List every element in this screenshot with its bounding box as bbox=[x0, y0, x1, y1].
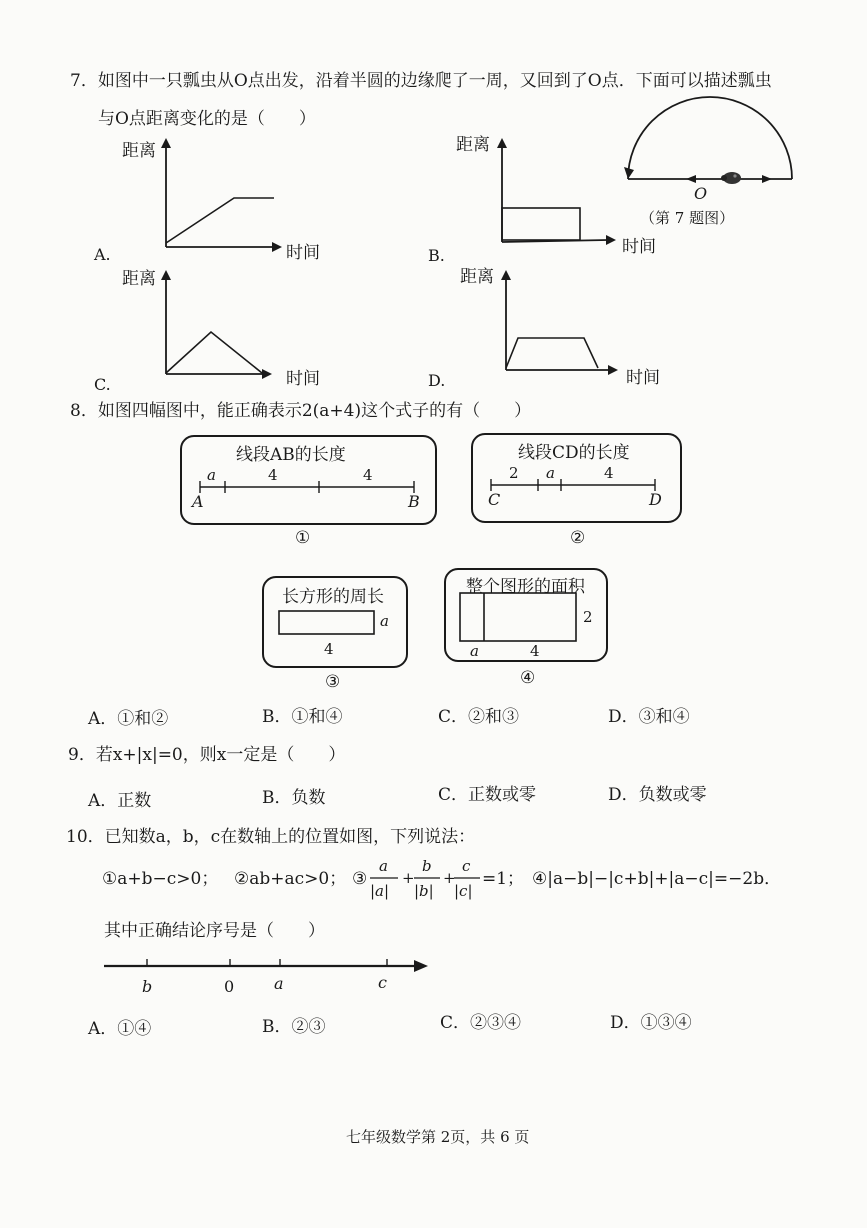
q7c-axis-x-label: 时间 bbox=[286, 369, 320, 389]
frac-c-numerator: c bbox=[462, 857, 471, 875]
numline-label-a: a bbox=[274, 974, 284, 993]
q10-statement-2: ②ab+ac>0； bbox=[234, 869, 347, 889]
q7-option-b: B. bbox=[428, 246, 445, 265]
q10-statement-3-prefix: ③ bbox=[352, 869, 368, 889]
q8-fig1-segment bbox=[180, 435, 437, 525]
q8-option-d[interactable]: D．③和④ bbox=[608, 707, 690, 727]
q10-stem: 10．已知数a，b，c在数轴上的位置如图，下列说法： bbox=[66, 827, 476, 847]
frac-b-numerator: b bbox=[422, 857, 432, 875]
numline-label-c: c bbox=[378, 973, 387, 992]
q10-statement-3-suffix: =1； bbox=[482, 869, 525, 889]
q7-figure-caption: （第 7 题图） bbox=[640, 209, 735, 227]
q7d-axis-x-label: 时间 bbox=[626, 368, 660, 388]
q8-fig1-point-a: A bbox=[192, 492, 204, 511]
numline-label-b: b bbox=[142, 977, 153, 996]
q7b-axis-y-label: 距离 bbox=[456, 135, 490, 155]
q8-fig2-a: a bbox=[546, 464, 555, 482]
q10-option-c[interactable]: C．②③④ bbox=[440, 1013, 522, 1033]
q8-fig3-rectangle bbox=[262, 576, 408, 668]
q7-option-d: D. bbox=[428, 371, 446, 390]
q10-statement-4: ④|a−b|−|c+b|+|a−c|=−2b． bbox=[532, 869, 782, 889]
q8-option-c[interactable]: C．②和③ bbox=[438, 707, 520, 727]
q8-stem: 8．如图四幅图中，能正确表示2(a+4)这个式子的有（ ） bbox=[70, 401, 532, 421]
q8-fig1-4a: 4 bbox=[268, 466, 278, 484]
q8-fig4-number: ④ bbox=[520, 668, 536, 688]
q7-graph-d bbox=[428, 262, 670, 392]
q8-fig4-bottom-4: 4 bbox=[530, 642, 540, 660]
plus-2: + bbox=[443, 869, 456, 887]
q7a-axis-x-label: 时间 bbox=[286, 243, 320, 263]
q8-fig2-title: 线段CD的长度 bbox=[518, 443, 630, 463]
q8-fig3-bottom-4: 4 bbox=[324, 640, 334, 658]
q7-point-o-label: O bbox=[694, 184, 708, 203]
q7b-axis-x-label: 时间 bbox=[622, 237, 656, 257]
q10-question: 其中正确结论序号是（ ） bbox=[104, 921, 325, 941]
frac-b-denominator: |b| bbox=[414, 882, 434, 900]
q8-fig2-point-c: C bbox=[488, 490, 501, 509]
q8-fig1-a: a bbox=[207, 466, 216, 484]
q8-fig3-number: ③ bbox=[325, 672, 341, 692]
q9-stem: 9．若x+|x|=0，则x一定是（ ） bbox=[68, 745, 346, 765]
q7c-axis-y-label: 距离 bbox=[122, 269, 156, 289]
q10-option-d[interactable]: D．①③④ bbox=[610, 1013, 692, 1033]
q8-fig2-number: ② bbox=[570, 528, 586, 548]
q8-fig1-title: 线段AB的长度 bbox=[236, 445, 346, 465]
q8-fig4-title: 整个图形的面积 bbox=[466, 577, 585, 597]
q9-option-a[interactable]: A．正数 bbox=[88, 791, 152, 811]
q10-statement-1: ①a+b−c>0； bbox=[102, 869, 219, 889]
q8-option-a[interactable]: A．①和② bbox=[88, 709, 169, 729]
q8-fig3-side-a: a bbox=[380, 612, 389, 630]
q8-fig2-4: 4 bbox=[604, 464, 614, 482]
frac-c-denominator: |c| bbox=[454, 882, 473, 900]
q7-graph-a bbox=[94, 130, 320, 270]
q7-semicircle-figure bbox=[620, 95, 800, 235]
ladybug-icon bbox=[721, 172, 741, 184]
q7-option-a: A. bbox=[94, 245, 111, 264]
q10-option-b[interactable]: B．②③ bbox=[262, 1017, 326, 1037]
q7-graph-c bbox=[94, 262, 320, 394]
q8-fig1-4b: 4 bbox=[363, 466, 373, 484]
q7-stem-line2: 与O点距离变化的是（ ） bbox=[98, 109, 316, 129]
numline-label-zero: 0 bbox=[224, 977, 235, 996]
q8-fig3-title: 长方形的周长 bbox=[282, 587, 384, 607]
q8-fig2-segment bbox=[471, 433, 682, 523]
q7-option-c: C. bbox=[94, 375, 111, 394]
q8-option-b[interactable]: B．①和④ bbox=[262, 707, 343, 727]
q8-fig1-number: ① bbox=[295, 528, 311, 548]
q8-fig4-rectangle bbox=[444, 568, 608, 662]
page-footer: 七年级数学第 2页，共 6 页 bbox=[346, 1128, 530, 1146]
q7a-axis-y-label: 距离 bbox=[122, 141, 156, 161]
q9-option-d[interactable]: D．负数或零 bbox=[608, 785, 707, 805]
frac-a-denominator: |a| bbox=[370, 882, 390, 900]
q9-option-b[interactable]: B．负数 bbox=[262, 788, 326, 808]
frac-a-numerator: a bbox=[379, 857, 388, 875]
q7-stem-line1: 7．如图中一只瓢虫从O点出发，沿着半圆的边缘爬了一周，又回到了O点．下面可以描述瓢虫 bbox=[70, 71, 772, 91]
q7d-axis-y-label: 距离 bbox=[460, 267, 494, 287]
q8-fig4-side-2: 2 bbox=[583, 608, 593, 626]
q9-option-c[interactable]: C．正数或零 bbox=[438, 785, 537, 805]
q8-fig4-bottom-a: a bbox=[470, 642, 479, 660]
q8-fig1-point-b: B bbox=[408, 492, 420, 511]
q10-option-a[interactable]: A．①④ bbox=[88, 1019, 152, 1039]
plus-1: + bbox=[402, 869, 415, 887]
q8-fig2-point-d: D bbox=[649, 490, 662, 509]
q8-fig2-2: 2 bbox=[509, 464, 519, 482]
q10-number-line bbox=[100, 950, 440, 1000]
